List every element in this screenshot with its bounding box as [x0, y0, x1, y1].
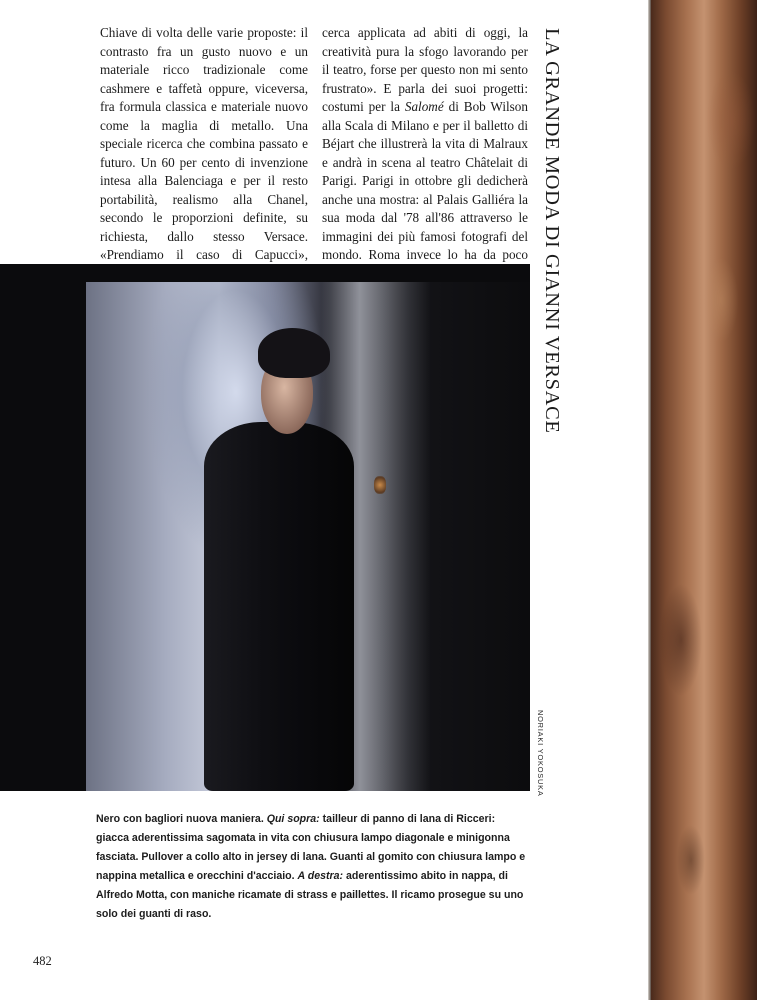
- article-text-left: Chiave di volta delle varie proposte: il contrasto fra un gusto nuovo e un materiale ricco tradizionale come cashmere e taffetà oppure, viceversa, fra formula classica e materiale nuovo come la maglia di metallo. Una speciale ricerca che combina passato e futuro. Un 60 per cento di invenzione intesa alla Balenciaga e per il resto portabilità, realismo alla Chanel, secondo le proporzioni definite, su richiesta, dallo stesso Versace. «Prendiamo il caso di Capucci»,: [100, 25, 308, 262]
- caption-part-1: Nero con bagliori nuova maniera.: [96, 813, 267, 825]
- photo-wall-lamp: [374, 476, 386, 494]
- marble-column-image: [651, 0, 757, 1000]
- caption-part-3: aderentissimo abito in nappa, di Alfredo Motta, con maniche ricamate di strass e paillettes. Il ricamo prosegue su uno solo dei guanti di raso.: [96, 870, 524, 920]
- photo-model-body: [204, 422, 354, 791]
- caption-part-2: tailleur di panno di lana di Ricceri: giacca aderentissima sagomata in vita con chiusura lampo diagonale e minigonna fasciata. Pullover a collo alto in jersey di lana. Guanti al gomito con chiusura lampo e nappina metallica e orecchini d'acciaio.: [96, 813, 526, 882]
- photo-scene: [86, 282, 530, 791]
- photo-caption: [96, 810, 526, 924]
- photo-model-hair: [258, 328, 330, 378]
- article-text-right-italic: Salomé: [404, 99, 444, 114]
- article-title: LA GRANDE MODA DI GIANNI VERSACE: [541, 28, 563, 434]
- caption-label-1: Qui sopra:: [266, 813, 320, 825]
- photo-credit: NORIAKI YOKOSUKA: [536, 710, 545, 797]
- article-text-right-a: cerca applicata ad abiti di oggi, la creatività pura la sfogo lavorando per il teatro, forse per questo non mi sento frustrato». E parla dei suoi progetti: costumi per la: [322, 25, 528, 114]
- page-number: 482: [33, 954, 52, 968]
- article-text-right-b: di Bob Wilson alla Scala di Milano e per il balletto di Béjart che illustrerà la vita di Malraux e andrà in scena al teatro Châtelait di Parigi. Parigi in ottobre gli dedicherà anche una mostra: al Palais Galliéra la sua moda dal '78 all'86 attraverso le immagini dei più famosi fotografi del mondo. Roma invece lo ha da poco: [322, 99, 528, 262]
- caption-text: [96, 810, 526, 924]
- fashion-photo: [0, 264, 530, 791]
- caption-label-2: A destra:: [297, 870, 344, 882]
